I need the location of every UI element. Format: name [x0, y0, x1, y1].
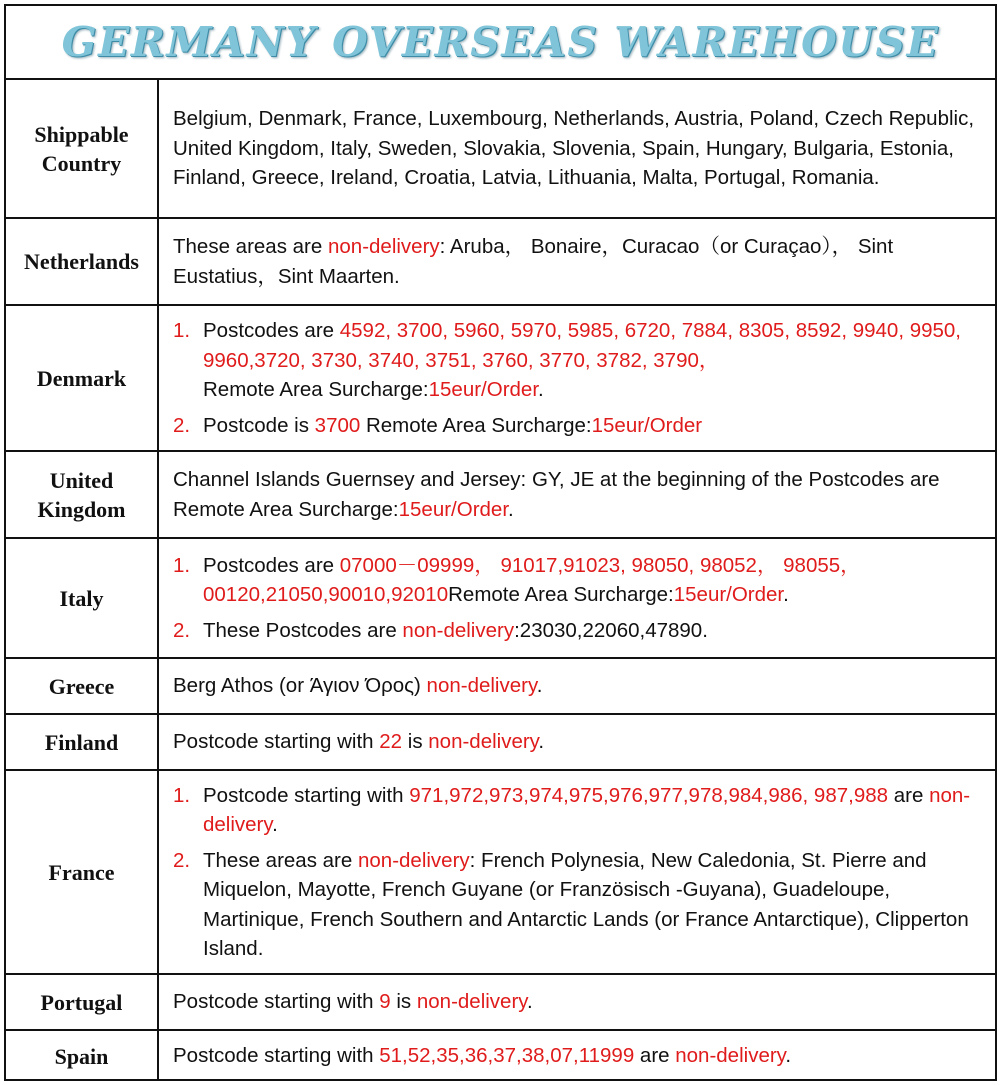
item-number: 1.	[173, 553, 191, 577]
surcharge-fee: 15eur/Order	[398, 497, 509, 521]
non-delivery-label: non-delivery	[203, 783, 971, 836]
row-label: Italy	[6, 539, 159, 657]
postcode-list: 07000－09999， 91017,91023, 98050, 98052， 98055， 00120,21050,90010,92010	[203, 553, 861, 607]
text-part: Remote Area Surcharge:	[448, 583, 674, 607]
text-part: Postcodes are	[203, 319, 340, 342]
row-spain	[6, 1031, 995, 1081]
non-delivery-label: non-delivery	[402, 618, 515, 642]
row-content	[159, 539, 995, 657]
postcode-list: 971,972,973,974,975,976,977,978,984,986, 987,988	[409, 783, 889, 807]
item-number: 2.	[173, 618, 191, 642]
row-content	[159, 771, 995, 973]
text-part: Postcode starting with	[173, 730, 380, 754]
item-number: 1.	[173, 783, 191, 807]
warehouse-table	[4, 4, 997, 1081]
item-text	[203, 316, 989, 405]
text-part: .	[527, 990, 533, 1014]
text-part: Remote Area Surcharge:	[360, 413, 592, 437]
row-content	[159, 659, 995, 713]
row-content	[159, 219, 995, 304]
surcharge-fee: 15eur/Order	[673, 583, 784, 607]
row-portugal	[6, 975, 995, 1031]
postcode: 3700	[314, 413, 361, 437]
text-part: Postcode starting with	[173, 1044, 380, 1068]
row-label: Finland	[6, 715, 159, 769]
row-united-kingdom	[6, 452, 995, 539]
row-content	[159, 1031, 995, 1081]
text-part: Postcode starting with	[203, 783, 410, 807]
item-text	[203, 411, 989, 441]
row-netherlands	[6, 219, 995, 306]
row-content	[159, 306, 995, 450]
item-number: 1.	[173, 319, 191, 342]
text-part: Postcode starting with	[173, 990, 380, 1014]
greece-text	[173, 671, 989, 701]
text-part: .	[538, 730, 545, 754]
text-part: are	[634, 1044, 676, 1068]
text-part: These areas are	[203, 848, 358, 872]
row-shippable-country	[6, 80, 995, 219]
item-text	[203, 846, 989, 964]
text-part: Berg Athos (or Άγιον Όρος)	[173, 674, 427, 698]
row-label: Portugal	[6, 975, 159, 1029]
non-delivery-label: non-delivery	[428, 730, 539, 754]
row-greece	[6, 659, 995, 715]
surcharge-fee: 15eur/Order	[591, 413, 703, 437]
text-part: : Aruba， Bonaire，Curacao（or Curaçao）， Sint Eustatius，Sint Maarten.	[173, 235, 894, 288]
row-content	[159, 975, 995, 1029]
text-part: .	[538, 378, 544, 401]
portugal-text	[173, 987, 989, 1017]
item-text	[203, 616, 989, 646]
row-finland	[6, 715, 995, 771]
list-item	[173, 551, 989, 610]
text-part: These Postcodes are	[203, 618, 403, 642]
spain-text	[173, 1041, 989, 1071]
list-item	[173, 411, 989, 441]
surcharge-fee: 15eur/Order	[428, 378, 539, 401]
text-part: These areas are	[173, 235, 328, 258]
text-part: Channel Islands Guernsey and Jersey: GY, JE at the beginning of the Postcodes are Remote Area Surcharge:	[173, 468, 940, 521]
row-content	[159, 80, 995, 217]
text-part: .	[272, 813, 278, 836]
row-label: Shippable Country	[6, 80, 159, 217]
text-part: is	[402, 730, 429, 754]
row-label: France	[6, 771, 159, 973]
row-label: Greece	[6, 659, 159, 713]
list-item	[173, 316, 989, 405]
postcode: 22	[379, 730, 403, 754]
non-delivery-label: non-delivery	[416, 990, 528, 1014]
item-text	[203, 781, 989, 840]
text-part: .	[785, 1044, 792, 1068]
text-part: .	[536, 674, 543, 698]
text-part: are	[888, 783, 930, 807]
page-title: GERMANY OVERSEAS WAREHOUSE	[6, 6, 995, 80]
list-item	[173, 781, 989, 840]
item-number: 2.	[173, 848, 191, 872]
row-italy	[6, 539, 995, 659]
text-part: is	[390, 990, 417, 1014]
row-label: Spain	[6, 1031, 159, 1081]
item-text	[203, 551, 989, 610]
uk-text	[173, 465, 989, 524]
list-item	[173, 846, 989, 964]
item-number: 2.	[173, 413, 191, 437]
finland-text	[173, 727, 989, 757]
text-part: Postcodes are	[203, 553, 340, 577]
non-delivery-label: non-delivery	[426, 674, 537, 698]
text-part: :23030,22060,47890.	[514, 618, 708, 642]
row-label: Netherlands	[6, 219, 159, 304]
row-label: Denmark	[6, 306, 159, 450]
text-part: Remote Area Surcharge:	[203, 378, 429, 401]
text-part: .	[508, 497, 514, 521]
netherlands-text	[173, 232, 989, 291]
row-content	[159, 452, 995, 537]
text-part: : French Polynesia, New Caledonia, St. Pierre and Miquelon, Mayotte, French Guyane (or Französisch -Guyana), Guadeloupe, Martinique, French Southern and Antarctic Lands (or France Antarctique), Clipperton Island.	[203, 848, 969, 960]
row-label: United Kingdom	[6, 452, 159, 537]
non-delivery-label: non-delivery	[357, 848, 470, 872]
postcode-list: 51,52,35,36,37,38,07,11999	[379, 1044, 635, 1068]
non-delivery-label: non-delivery	[675, 1044, 786, 1068]
postcode: 9	[379, 990, 391, 1014]
non-delivery-label: non-delivery	[327, 235, 440, 258]
list-item	[173, 616, 989, 646]
row-france	[6, 771, 995, 975]
shippable-country-list: Belgium, Denmark, France, Luxembourg, Netherlands, Austria, Poland, Czech Republic, United Kingdom, Italy, Sweden, Slovakia, Slovenia, Spain, Hungary, Bulgaria, Estonia, Finland, Greece, Ireland, Croatia, Latvia, Lithuania, Malta, Portugal, Romania.	[173, 107, 975, 190]
postcode-list: 4592, 3700, 5960, 5970, 5985, 6720, 7884, 8305, 8592, 9940, 9950, 9960,3720, 3730, 3740, 3751, 3760, 3770, 3782, 3790，	[203, 319, 962, 372]
text-part: Postcode is	[203, 413, 315, 437]
text-part: .	[783, 583, 789, 607]
row-denmark	[6, 306, 995, 452]
row-content	[159, 715, 995, 769]
